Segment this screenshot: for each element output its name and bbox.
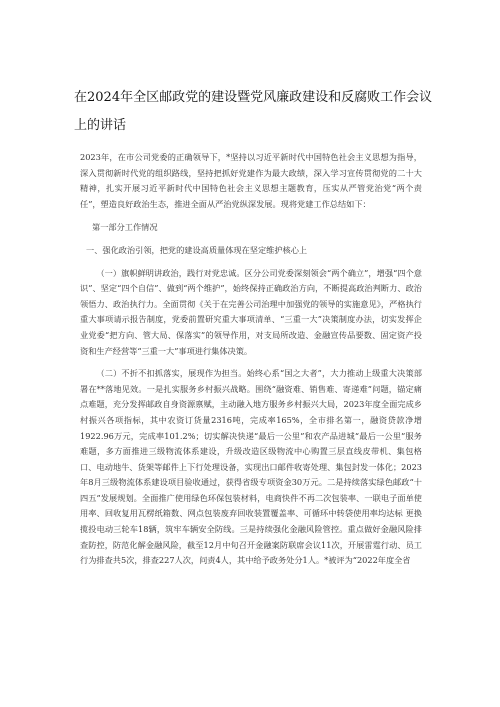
paragraph-intro: 2023年，在市公司党委的正确领导下，*坚持以习近平新时代中国特色社会主义思想为指导，深入贯彻新时代党的组织路线，坚持把抓好党建作为最大政绩，深入学习宣传贯彻党的二十大精神，扎实开展习近平新时代中国特色社会主义思想主题教育，压实从严管党治党“两个责任”，塑造良好政治生态，推进全面从严治党纵深发展。现将党建工作总结如下： — [80, 152, 422, 209]
section-heading: 第一部分工作情况 — [92, 222, 158, 233]
paragraph-implementation: （二）不折不扣抓落实，展现作为担当。始终心系“国之大者”，大力推动上级重大决策部署在**落地见效。一是扎实服务乡村振兴战略。围绕“融资难、销售难、寄递难”问题，锚定痛点难题，充分发挥邮政自身资源禀赋，主动融入地方服务乡村振兴大局，2023年度全面完成乡村振兴各项指标，其中农资订货量2316吨，完成率165%，全市排名第一，融资贷款净增1922.96万元，完成率101.2%；切实解决快递“最后一公里”和农产品进城“最后一公里”服务难题，多方面推进三级物流体系建设，升级改造区级物流中心购置三层直线皮带机、集包格口、电动地牛、货架等邮件上下行处理设备，实现出口邮件收寄处理、集包封发一体化；2023年8月三级物流体系建设项目验收通过，获得省级专项资金30万元。二是持续落实绿色邮政“十四五”发展规划。全面推广使用绿色环保包装材料，电商快件不再二次包装率、一联电子面单使用率、回收复用瓦楞纸箱数、网点包装废弃回收装置覆盖率、可循环中转袋使用率均达标 更换揽投电动三轮车18辆，筑牢车辆安全防线。三是持续强化金融风险管控。重点做好金融风险排查防控，防范化解金融风险，截至12月中旬召开金融案防联席会议11次，开展雷霆行动、员工行为排查共5次，排查227人次，问责4人，其中给予政务处分1人。*被评为“2022年度全省 — [80, 368, 422, 566]
subsection-heading: 一、强化政治引领，把党的建设高质量体现在坚定维护核心上 — [86, 244, 308, 255]
document-body — [80, 150, 422, 569]
paragraph-political-loyalty: （一）旗帜鲜明讲政治，践行对党忠诚。区分公司党委深刻领会“两个确立”，增强“四个意识”、坚定“四个自信”、做到“两个维护”，始终保持正确政治方向，不断提高政治判断力、政治领悟力、政治执行力。全面贯彻《关于在完善公司治理中加强党的领导的实施意见》，严格执行重大事项请示报告制度，党委前置研究重大事项清单、“三重一大”决策制度办法，切实发挥企业党委“把方向、管大局、保落实”的领导作用，对支局所改造、金融宣传品要数、固定资产投资和生产经营等“三重一大”事项进行集体决策。 — [80, 267, 422, 356]
document-title: 在2024年全区邮政党的建设暨党风廉政建设和反腐败工作会议上的讲话 — [74, 90, 433, 133]
